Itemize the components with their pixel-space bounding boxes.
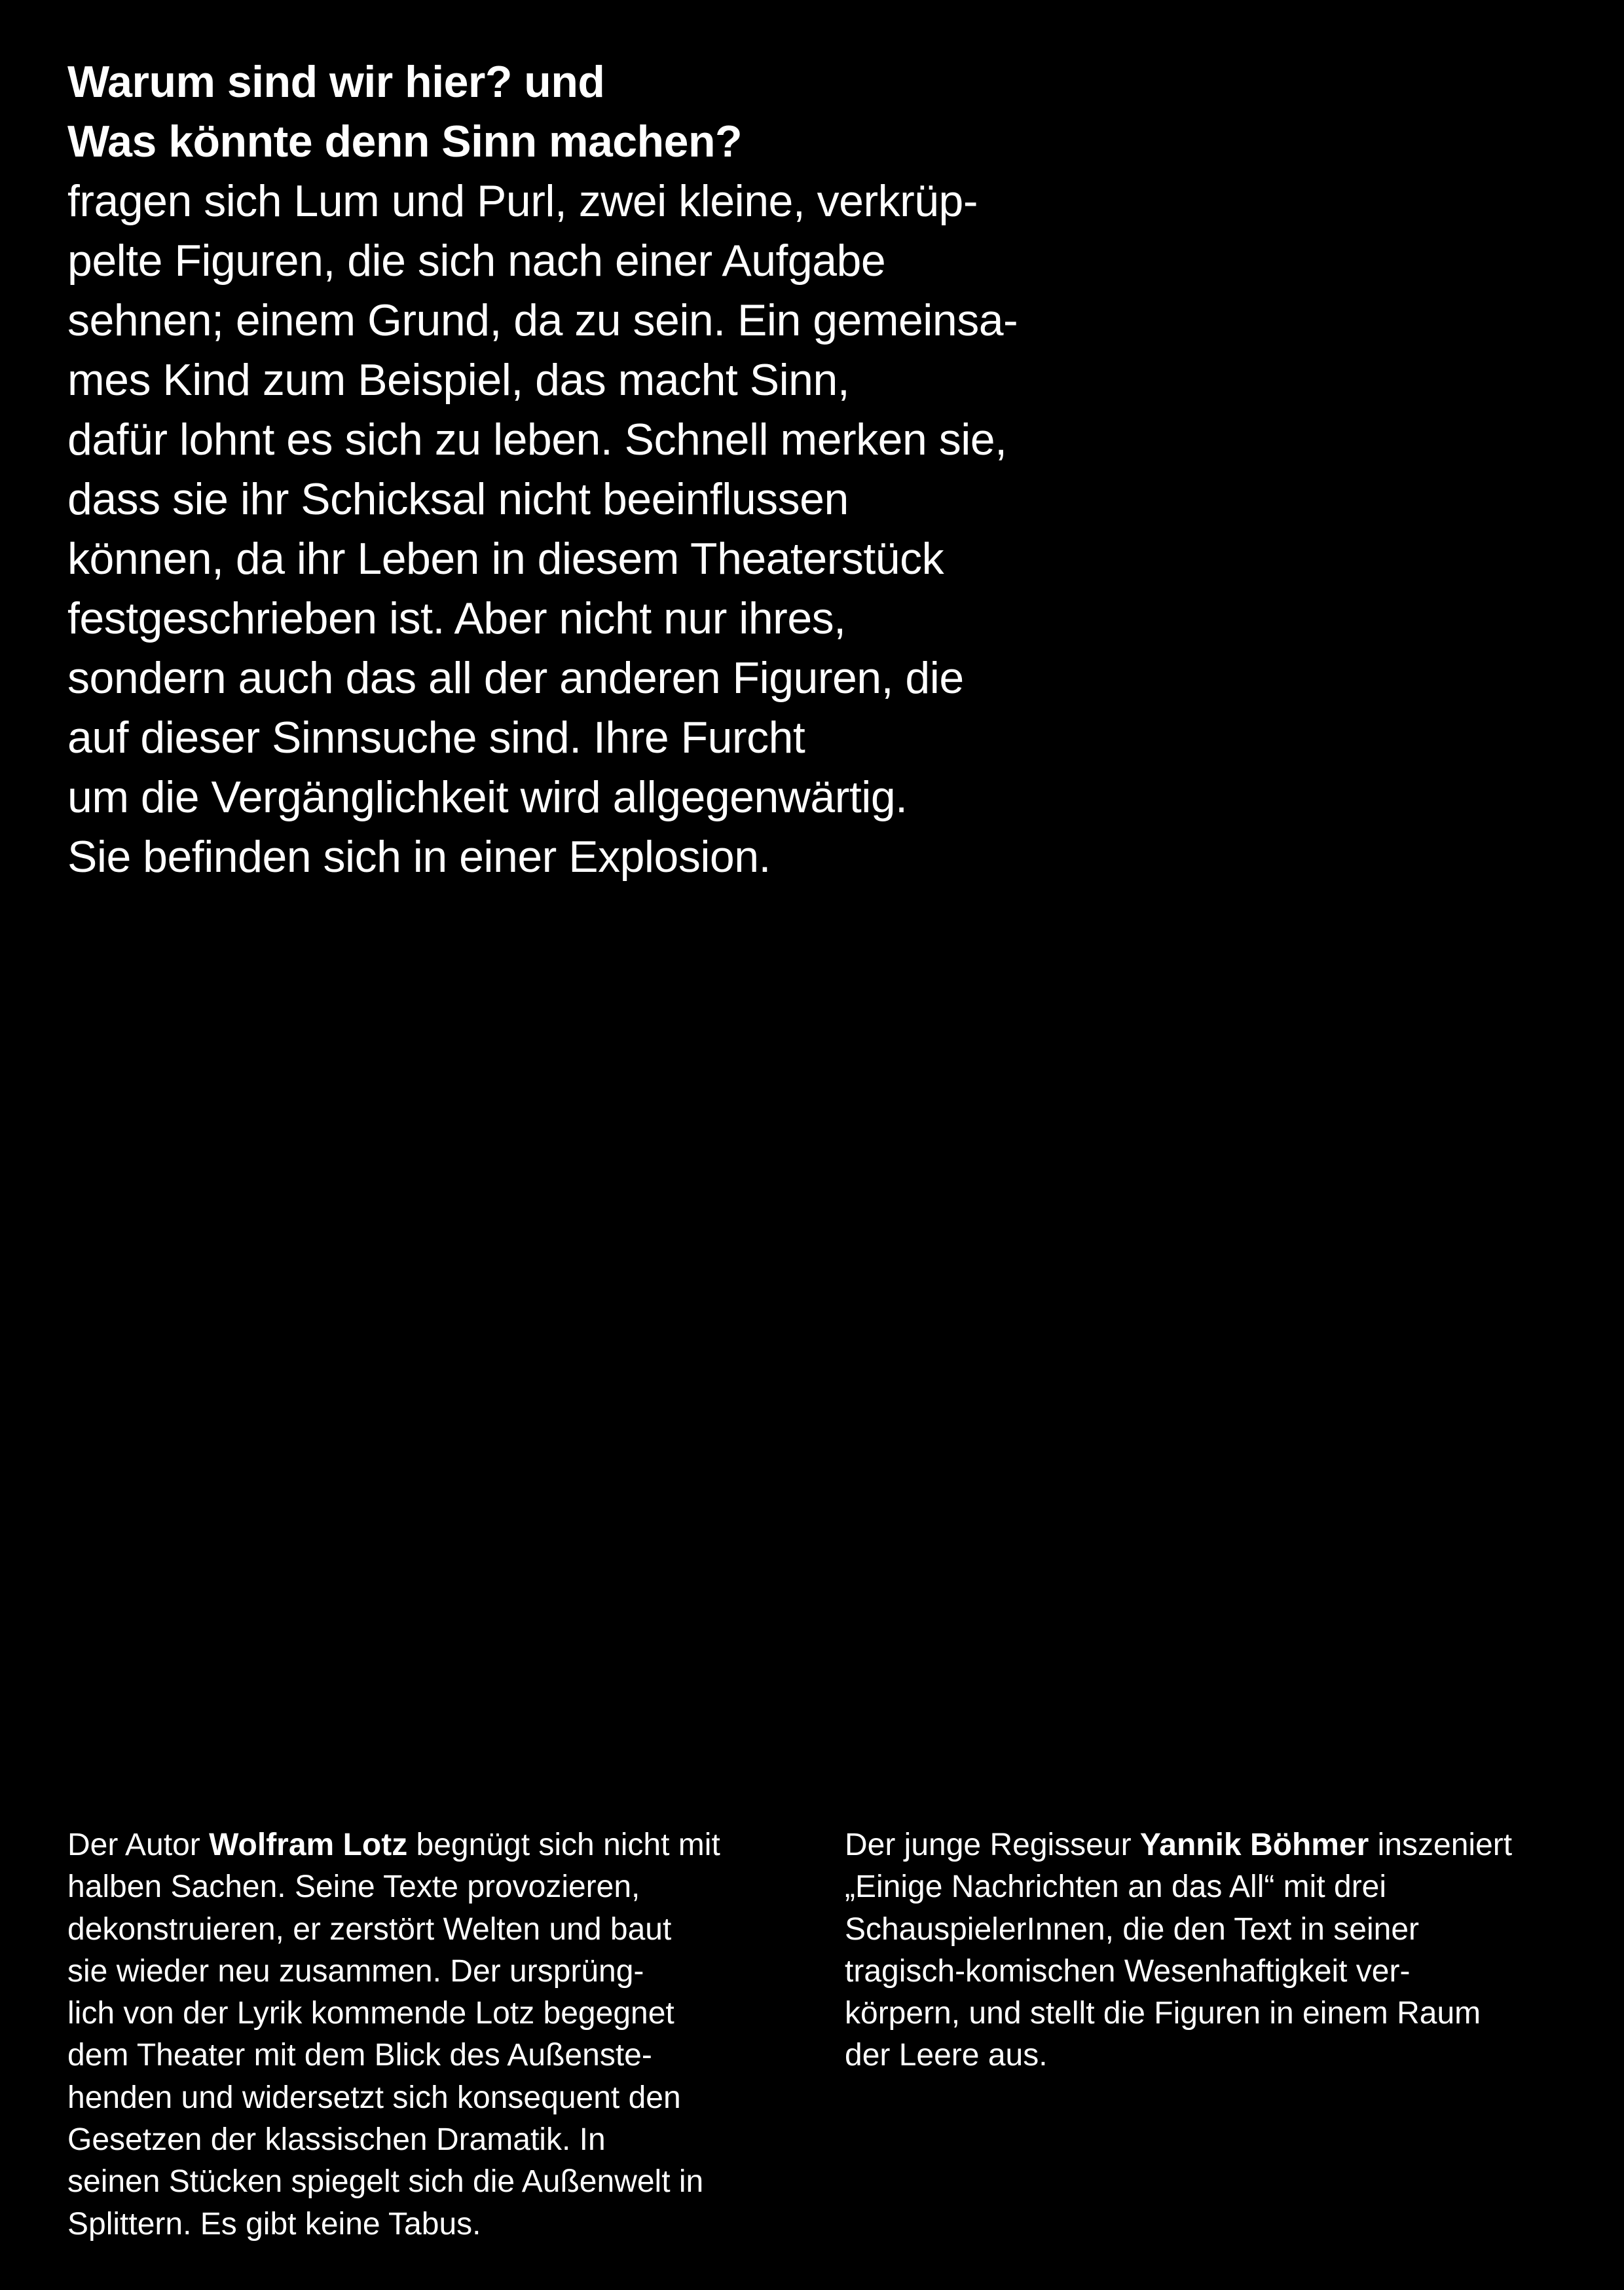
body-line: fragen sich Lum und Purl, zwei kleine, verkrüp-: [67, 176, 978, 226]
author-intro-continuation: begnügt sich nicht mit: [407, 1828, 720, 1862]
director-line: „Einige Nachrichten an das All“ mit drei: [845, 1869, 1387, 1905]
body-line: sondern auch das all der anderen Figuren, die: [67, 653, 964, 703]
director-column: [845, 1824, 1565, 2077]
intro-text: [67, 52, 1181, 887]
author-line: seinen Stücken spiegelt sich die Außenwelt in: [67, 2164, 704, 2200]
director-line: der Leere aus.: [845, 2038, 1048, 2073]
author-line: halben Sachen. Seine Texte provozieren,: [67, 1869, 640, 1905]
author-line: lich von der Lyrik kommende Lotz begegnet: [67, 1996, 674, 2031]
body-line: Sie befinden sich in einer Explosion.: [67, 832, 771, 882]
author-line: dekonstruieren, er zerstört Welten und baut: [67, 1911, 672, 1947]
body-line: können, da ihr Leben in diesem Theaterstück: [67, 534, 944, 584]
heading-line: Warum sind wir hier? und: [67, 57, 605, 107]
body-line: auf dieser Sinnsuche sind. Ihre Furcht: [67, 713, 805, 762]
author-intro-text: Der Autor: [67, 1828, 210, 1862]
body-line: mes Kind zum Beispiel, das macht Sinn,: [67, 355, 850, 405]
author-column: [67, 1824, 788, 2245]
author-line: Gesetzen der klassischen Dramatik. In: [67, 2122, 606, 2158]
author-first-line: [67, 1824, 788, 1866]
author-line: dem Theater mit dem Blick des Außenste-: [67, 2038, 652, 2073]
author-line: Splittern. Es gibt keine Tabus.: [67, 2206, 481, 2242]
heading-line: Was könnte denn Sinn machen?: [67, 117, 743, 166]
body-line: um die Vergänglichkeit wird allgegenwärtig.: [67, 772, 908, 822]
author-line: henden und widersetzt sich konsequent den: [67, 2080, 681, 2115]
director-line: körpern, und stellt die Figuren in einem Raum: [845, 1996, 1481, 2031]
director-first-line: [845, 1824, 1565, 1866]
author-line: sie wieder neu zusammen. Der ursprüng-: [67, 1953, 644, 1989]
body-line: pelte Figuren, die sich nach einer Aufgabe: [67, 236, 886, 286]
body-line: sehnen; einem Grund, da zu sein. Ein gemeinsa-: [67, 295, 1018, 345]
body-line: dafür lohnt es sich zu leben. Schnell merken sie,: [67, 415, 1007, 464]
author-name: Wolfram Lotz: [209, 1828, 408, 1862]
director-line: SchauspielerInnen, die den Text in seiner: [845, 1911, 1420, 1947]
director-name: Yannik Böhmer: [1139, 1828, 1369, 1862]
director-intro-continuation: inszeniert: [1369, 1828, 1513, 1862]
director-line: tragisch-komischen Wesenhaftigkeit ver-: [845, 1953, 1411, 1989]
body-line: festgeschrieben ist. Aber nicht nur ihres,: [67, 593, 846, 643]
director-intro-text: Der junge Regisseur: [845, 1828, 1140, 1862]
body-line: dass sie ihr Schicksal nicht beeinflussen: [67, 474, 849, 524]
